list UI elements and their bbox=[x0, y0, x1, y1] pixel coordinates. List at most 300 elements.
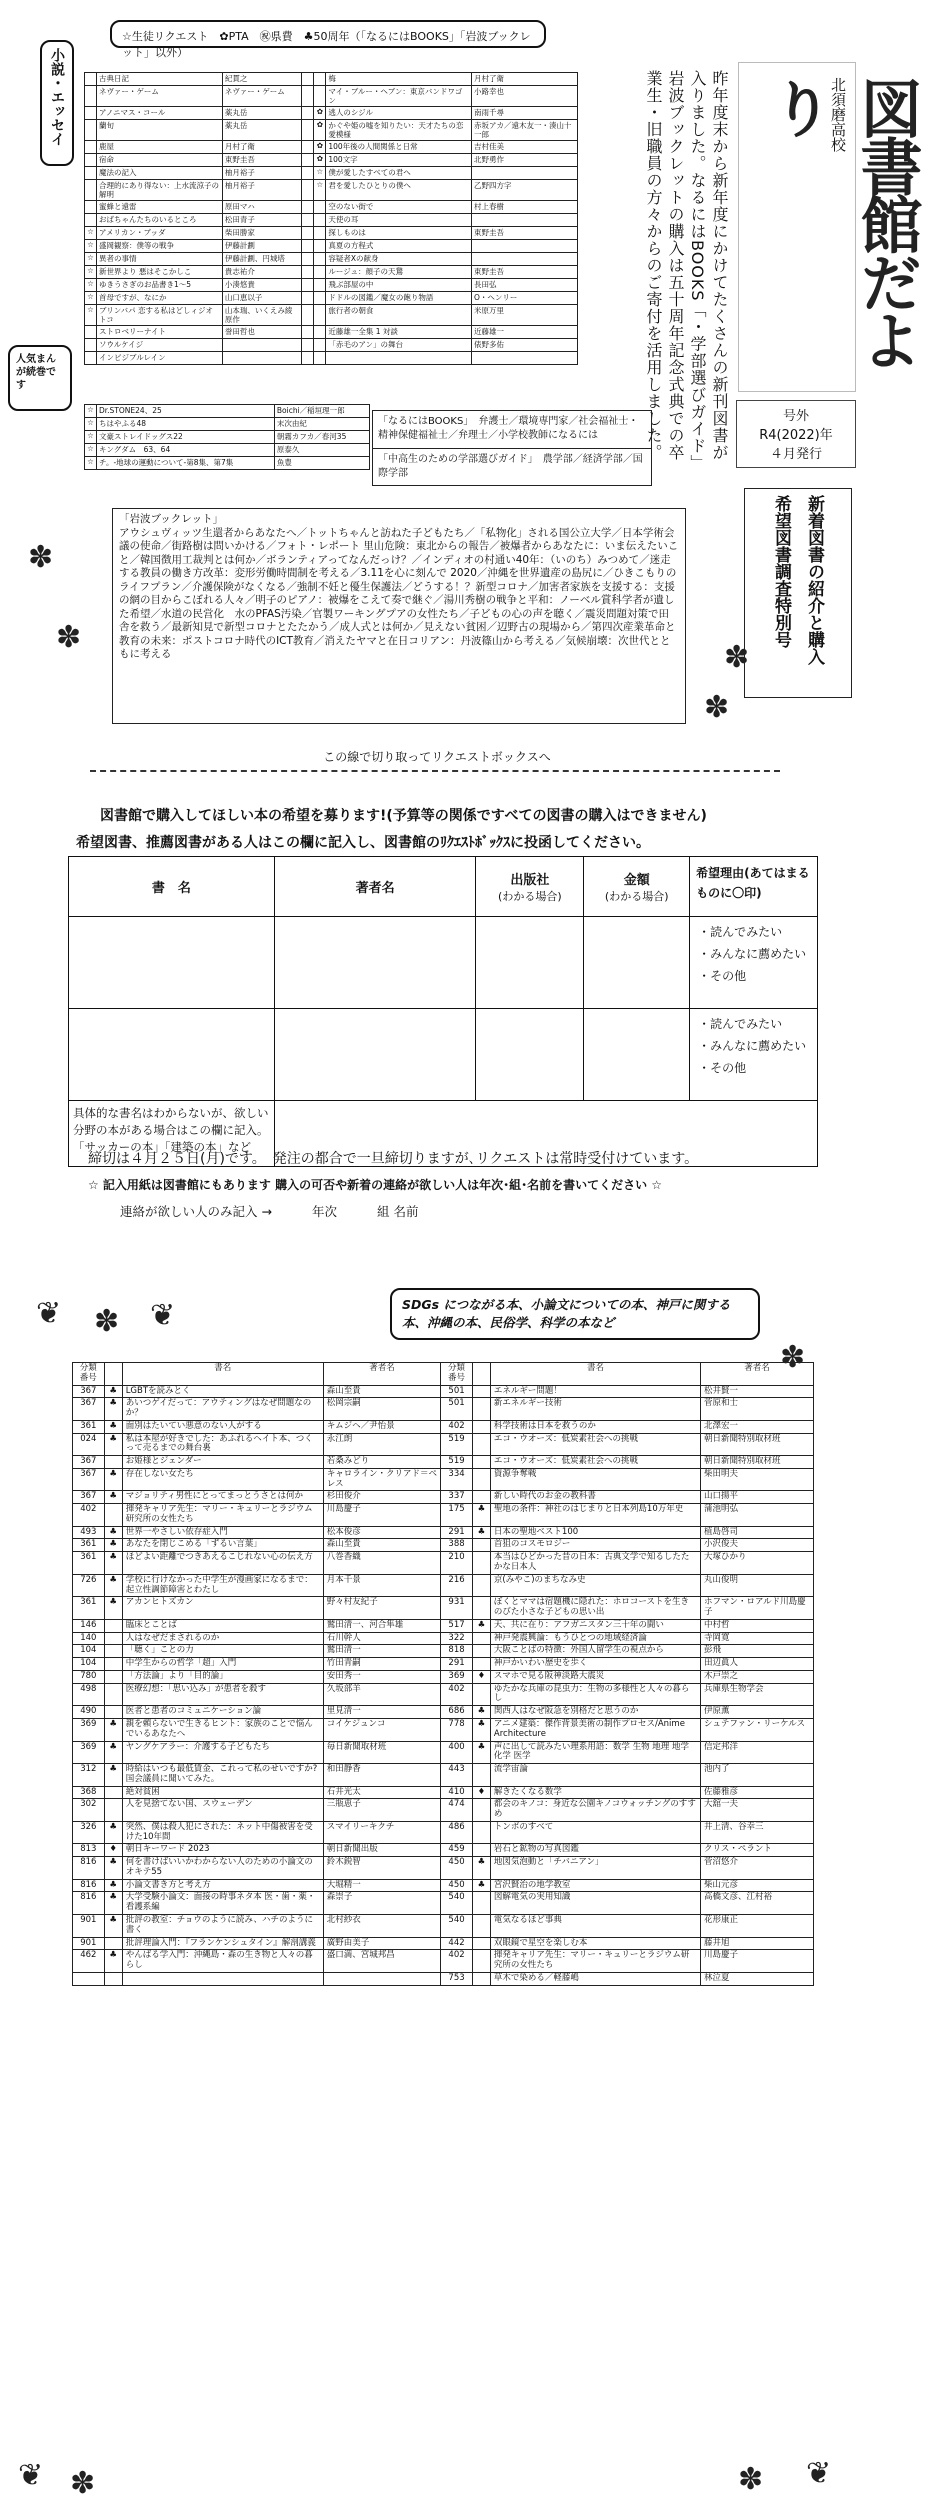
book-author-cell: 松岡宗嗣 bbox=[323, 1398, 440, 1421]
book-title-cell: ゆきうさぎのお品書き1〜5 bbox=[97, 279, 223, 292]
mark-cell: ☆ bbox=[85, 457, 97, 470]
book-title-cell: 大阪ことばの特徴：外国人留学生の視点から bbox=[490, 1645, 700, 1658]
book-author-cell: 廣野由美子 bbox=[323, 1937, 440, 1950]
book-title-cell: 盛岡観察：僕等の戦争 bbox=[97, 240, 223, 253]
manga-author-cell: 末次由紀 bbox=[274, 418, 369, 431]
mark-cell bbox=[302, 214, 314, 227]
book-author-cell: 長田弘 bbox=[472, 279, 578, 292]
new-book-row bbox=[73, 1574, 814, 1597]
book-author-cell: 柴山元彦 bbox=[701, 1879, 814, 1892]
class-number-cell: 216 bbox=[441, 1574, 473, 1597]
class-number-cell: 410 bbox=[441, 1786, 473, 1799]
manga-title-cell: キングダム 63、64 bbox=[97, 444, 275, 457]
book-author-cell: 俵野多佑 bbox=[472, 339, 578, 352]
reason-other[interactable]: ・その他 bbox=[698, 969, 747, 983]
book-author-cell bbox=[472, 240, 578, 253]
book-author-cell: 小湊悠貴 bbox=[222, 279, 302, 292]
side-title-line-2: 希望図書調査特別号 bbox=[771, 495, 791, 648]
class-number-cell: 450 bbox=[441, 1857, 473, 1880]
book-author-cell: 北澤宏一 bbox=[701, 1420, 814, 1433]
reason-read[interactable]: ・読んでみたい bbox=[698, 1017, 783, 1031]
class-number-cell: 474 bbox=[441, 1799, 473, 1822]
book-title-cell: マイ・ブルー・ヘブン：東京バンドワゴン bbox=[326, 86, 472, 107]
book-author-cell: 柴田明夫 bbox=[701, 1468, 814, 1491]
class-number-cell: 369 bbox=[441, 1670, 473, 1683]
book-author-cell: 誉田哲也 bbox=[222, 326, 302, 339]
mark-cell: ☆ bbox=[85, 405, 97, 418]
mark-cell bbox=[302, 305, 314, 326]
mark-cell: ☆ bbox=[85, 292, 97, 305]
class-number-cell: 312 bbox=[73, 1764, 105, 1787]
book-title-cell: 古典日記 bbox=[97, 73, 223, 86]
contact-class-name[interactable]: 組 名前 bbox=[376, 1204, 419, 1219]
book-title-cell: 鹿屋 bbox=[97, 141, 223, 154]
manga-author-cell: 魚豊 bbox=[274, 457, 369, 470]
class-number-cell: 540 bbox=[441, 1892, 473, 1915]
new-book-row bbox=[73, 1937, 814, 1950]
book-author-cell: シュテファン・リーケルス bbox=[701, 1718, 814, 1741]
class-number-cell: 367 bbox=[73, 1398, 105, 1421]
side-title-box bbox=[744, 488, 852, 698]
mark-cell: ♣ bbox=[104, 1950, 122, 1973]
class-number-cell: 816 bbox=[73, 1892, 105, 1915]
book-title-cell: エコ・ウオーズ：低炭素社会への挑戦 bbox=[490, 1456, 700, 1469]
book-author-cell: ネヴァー・ゲーム bbox=[222, 86, 302, 107]
book-author-cell bbox=[472, 352, 578, 365]
book-title-cell: 中学生からの哲学「超」入門 bbox=[122, 1658, 323, 1671]
book-author-cell: 鷲田清一 bbox=[323, 1645, 440, 1658]
new-book-row bbox=[73, 1658, 814, 1671]
book-title-cell: 学校に行けなかった中学生が漫画家になるまで：起立性調節障害とわたし bbox=[122, 1574, 323, 1597]
class-number-cell: 302 bbox=[73, 1799, 105, 1822]
book-title-cell: 臨床とことば bbox=[122, 1619, 323, 1632]
new-book-row bbox=[73, 1552, 814, 1575]
mark-cell bbox=[85, 73, 97, 86]
mark-cell bbox=[302, 292, 314, 305]
request-row-1 bbox=[69, 917, 818, 1009]
class-number-cell: 024 bbox=[73, 1433, 105, 1456]
flower-icon: ✽ bbox=[780, 1340, 806, 1375]
book-author-cell: 東野圭吾 bbox=[472, 266, 578, 279]
book-author-cell: O・ヘンリー bbox=[472, 292, 578, 305]
new-book-row bbox=[73, 1821, 814, 1844]
book-title-cell: 新世界より 悪はそこかしこ bbox=[97, 266, 223, 279]
class-number-cell: 402 bbox=[441, 1950, 473, 1973]
legend-bubble: ☆生徒リクエスト ✿PTA ㊗県費 ♣50周年（「なるにはBOOKS」「岩波ブックレット」以外） bbox=[110, 20, 546, 48]
mark-cell bbox=[472, 1937, 490, 1950]
flower-icon: ✽ bbox=[94, 1304, 120, 1339]
class-number-cell: 816 bbox=[73, 1857, 105, 1880]
header-class-number: 分類番号 bbox=[73, 1363, 105, 1386]
top-book-row bbox=[85, 154, 578, 167]
mark-cell bbox=[472, 1574, 490, 1597]
book-title-cell: 小論文書き方と考え方 bbox=[122, 1879, 323, 1892]
new-book-row bbox=[73, 1892, 814, 1915]
manga-title-cell: Dr.STONE24、25 bbox=[97, 405, 275, 418]
title-input-1[interactable] bbox=[69, 917, 275, 1009]
reason-read[interactable]: ・読んでみたい bbox=[698, 925, 783, 939]
book-author-cell: 藤井旭 bbox=[701, 1937, 814, 1950]
flower-icon: ❦ bbox=[36, 1296, 62, 1331]
col-price-header: 金額 (わかる場合) bbox=[584, 857, 690, 917]
book-title-cell: 日本の聖地ベスト100 bbox=[490, 1526, 700, 1539]
mark-cell: ♣ bbox=[472, 1619, 490, 1632]
mark-cell bbox=[472, 1385, 490, 1398]
class-number-cell: 367 bbox=[73, 1385, 105, 1398]
issue-label: 号外 bbox=[782, 409, 809, 424]
mark-cell: ♣ bbox=[104, 1741, 122, 1764]
class-number-cell: 462 bbox=[73, 1950, 105, 1973]
book-title-cell: LGBTを読みとく bbox=[122, 1385, 323, 1398]
class-number-cell: 813 bbox=[73, 1844, 105, 1857]
book-title-cell: 「赤毛のアン」の舞台 bbox=[326, 339, 472, 352]
book-title-cell: ドドルの図鑑／魔女の飽り物語 bbox=[326, 292, 472, 305]
class-number-cell: 368 bbox=[73, 1786, 105, 1799]
book-author-cell: 信定邦洋 bbox=[701, 1741, 814, 1764]
book-author-cell: 柚月裕子 bbox=[222, 167, 302, 180]
book-title-cell: ヤングケアラー：介護する子どもたち bbox=[122, 1741, 323, 1764]
book-author-cell: 乙野四方字 bbox=[472, 180, 578, 201]
new-book-row bbox=[73, 1706, 814, 1719]
new-book-row bbox=[73, 1972, 814, 1985]
new-book-row bbox=[73, 1786, 814, 1799]
mark-cell: ♣ bbox=[104, 1420, 122, 1433]
book-author-cell: 小沢俊夫 bbox=[701, 1539, 814, 1552]
book-author-cell bbox=[472, 167, 578, 180]
class-number-cell: 517 bbox=[441, 1619, 473, 1632]
mark-cell bbox=[85, 154, 97, 167]
mark-cell: ♦ bbox=[472, 1786, 490, 1799]
price-input-2[interactable] bbox=[584, 1009, 690, 1101]
class-number-cell: 361 bbox=[73, 1597, 105, 1620]
book-title-cell: マジョリティ男性にとってまっとうさとは何か bbox=[122, 1491, 323, 1504]
class-number-cell: 450 bbox=[441, 1879, 473, 1892]
mark-cell bbox=[302, 279, 314, 292]
publisher-input-1[interactable] bbox=[476, 917, 584, 1009]
mark-cell bbox=[302, 107, 314, 120]
new-book-row bbox=[73, 1764, 814, 1787]
book-title-cell: 首狙のコスモロジー bbox=[490, 1539, 700, 1552]
book-title-cell: 医療幻想：「思い込み」が患者を殺す bbox=[122, 1683, 323, 1706]
intro-text: 昨年度末から新年度にかけてたくさんの新刊図書が入りました。なるにはBOOKS「・学部選びガイド」岩波ブックレットの購入は五十周年記念式典での卒業生・旧職員の方々からのご寄付を活用しました。 bbox=[644, 70, 729, 464]
mark-cell bbox=[314, 279, 326, 292]
book-author-cell: 伊藤計劃、円城塔 bbox=[222, 253, 302, 266]
mark-cell bbox=[314, 326, 326, 339]
header-mark bbox=[104, 1363, 122, 1386]
mark-cell bbox=[472, 1683, 490, 1706]
book-author-cell: 朝日新聞出版 bbox=[323, 1844, 440, 1857]
book-title-cell: 親を頼らないで生きるヒント：家族のことで悩んでいるあなたへ bbox=[122, 1718, 323, 1741]
mark-cell bbox=[104, 1619, 122, 1632]
class-number-cell: 337 bbox=[441, 1491, 473, 1504]
book-author-cell: 菅沼悠介 bbox=[701, 1857, 814, 1880]
mark-cell bbox=[104, 1937, 122, 1950]
book-title-cell: ソウルケイジ bbox=[97, 339, 223, 352]
issue-month: ４月発行 bbox=[769, 447, 822, 462]
book-author-cell: 田辺眞人 bbox=[701, 1658, 814, 1671]
book-author-cell: 北野勇作 bbox=[472, 154, 578, 167]
mark-cell: ☆ bbox=[85, 253, 97, 266]
issue-box bbox=[736, 400, 856, 468]
mark-cell: ♣ bbox=[104, 1879, 122, 1892]
flower-icon: ❦ bbox=[150, 1298, 176, 1333]
mark-cell bbox=[472, 1597, 490, 1620]
book-author-cell: 北村紗衣 bbox=[323, 1914, 440, 1937]
mark-cell bbox=[85, 326, 97, 339]
reason-recommend[interactable]: ・みんなに薦めたい bbox=[698, 1039, 807, 1053]
mark-cell bbox=[472, 1658, 490, 1671]
book-title-cell: 世界一やさしい依存症入門 bbox=[122, 1526, 323, 1539]
mark-cell bbox=[302, 120, 314, 141]
top-book-row bbox=[85, 292, 578, 305]
book-title-cell: 旅行者の朝食 bbox=[326, 305, 472, 326]
book-title-cell: ゆたかな兵庫の昆虫力：生物の多様性と人々の暮らし bbox=[490, 1683, 700, 1706]
manga-row bbox=[85, 418, 370, 431]
book-author-cell: コイケジュンコ bbox=[323, 1718, 440, 1741]
mark-cell: ☆ bbox=[85, 279, 97, 292]
book-author-cell: 池内了 bbox=[701, 1764, 814, 1787]
mark-cell bbox=[472, 1799, 490, 1822]
top-book-row bbox=[85, 305, 578, 326]
class-number-cell bbox=[73, 1972, 105, 1985]
book-title-cell: アカンヒトズカン bbox=[122, 1597, 323, 1620]
mark-cell bbox=[85, 167, 97, 180]
class-number-cell: 519 bbox=[441, 1433, 473, 1456]
mark-cell: ♣ bbox=[472, 1741, 490, 1764]
book-title-cell: 蘭旬 bbox=[97, 120, 223, 141]
book-title-cell: 存在しない女たち bbox=[122, 1468, 323, 1491]
book-title-cell: 合理的にあり得ない：上水流涼子の解明 bbox=[97, 180, 223, 201]
header-mark-2 bbox=[472, 1363, 490, 1386]
book-title-cell: 容疑者Xの献身 bbox=[326, 253, 472, 266]
top-book-row bbox=[85, 141, 578, 154]
book-author-cell: 南雨千尋 bbox=[472, 107, 578, 120]
book-author-cell: 中村哲 bbox=[701, 1619, 814, 1632]
mark-cell bbox=[302, 180, 314, 201]
book-author-cell: 貴志祐介 bbox=[222, 266, 302, 279]
book-title-cell: ストロベリーナイト bbox=[97, 326, 223, 339]
manga-author-cell: 原泰久 bbox=[274, 444, 369, 457]
book-author-cell: 川島慶子 bbox=[323, 1504, 440, 1527]
new-book-row bbox=[73, 1683, 814, 1706]
reason-options-1[interactable] bbox=[690, 917, 818, 1009]
book-author-cell: 原田マハ bbox=[222, 201, 302, 214]
book-author-cell: 川島慶子 bbox=[701, 1950, 814, 1973]
book-author-cell: 東野圭吾 bbox=[472, 227, 578, 240]
new-book-row bbox=[73, 1491, 814, 1504]
book-author-cell: 薬丸岳 bbox=[222, 107, 302, 120]
mark-cell: ✿ bbox=[314, 141, 326, 154]
book-title-cell: 朝日キーワード 2023 bbox=[122, 1844, 323, 1857]
mark-cell bbox=[85, 107, 97, 120]
top-book-row bbox=[85, 352, 578, 365]
mark-cell bbox=[302, 141, 314, 154]
class-number-cell: 291 bbox=[441, 1658, 473, 1671]
mark-cell bbox=[85, 201, 97, 214]
top-book-row bbox=[85, 240, 578, 253]
class-number-cell: 104 bbox=[73, 1658, 105, 1671]
book-title-cell: 天、共に在り：アフガニスタン三十年の闘い bbox=[490, 1619, 700, 1632]
book-author-cell: 森山至貴 bbox=[323, 1539, 440, 1552]
book-author-cell: 伊原薫 bbox=[701, 1706, 814, 1719]
mark-cell bbox=[302, 339, 314, 352]
class-number-cell: 780 bbox=[73, 1670, 105, 1683]
mark-cell bbox=[472, 1844, 490, 1857]
book-title-cell: 「方法論」より「目的論」 bbox=[122, 1670, 323, 1683]
mark-cell: ☆ bbox=[314, 180, 326, 201]
book-title-cell: 聖地の条件：神社のはじまりと日本列島10万年史 bbox=[490, 1504, 700, 1527]
book-title-cell: 天使の耳 bbox=[326, 214, 472, 227]
new-book-row bbox=[73, 1539, 814, 1552]
reason-other[interactable]: ・その他 bbox=[698, 1061, 747, 1075]
author-input-2[interactable] bbox=[274, 1009, 476, 1101]
book-title-cell: 真夏の方程式 bbox=[326, 240, 472, 253]
manga-row bbox=[85, 444, 370, 457]
class-number-cell: 402 bbox=[73, 1504, 105, 1527]
mark-cell bbox=[472, 1491, 490, 1504]
mark-cell bbox=[472, 1892, 490, 1915]
flower-icon: ✽ bbox=[738, 2462, 764, 2497]
class-number-cell: 146 bbox=[73, 1619, 105, 1632]
book-author-cell: 柚月裕子 bbox=[222, 180, 302, 201]
mark-cell bbox=[302, 73, 314, 86]
book-title-cell: 地図気泡動と「チバニアン」 bbox=[490, 1857, 700, 1880]
top-book-row bbox=[85, 279, 578, 292]
mark-cell bbox=[302, 352, 314, 365]
flower-icon: ✽ bbox=[28, 540, 54, 575]
class-number-cell: 519 bbox=[441, 1456, 473, 1469]
book-author-cell: 東野圭吾 bbox=[222, 154, 302, 167]
author-input-1[interactable] bbox=[274, 917, 476, 1009]
book-title-cell: 解きたくなる数学 bbox=[490, 1786, 700, 1799]
book-author-cell: 丸山俊明 bbox=[701, 1574, 814, 1597]
book-title-cell: 君を愛したひとりの僕へ bbox=[326, 180, 472, 201]
new-book-row bbox=[73, 1670, 814, 1683]
mark-cell bbox=[85, 86, 97, 107]
mark-cell: ✿ bbox=[314, 107, 326, 120]
mark-cell bbox=[104, 1645, 122, 1658]
mark-cell bbox=[314, 339, 326, 352]
request-form-table bbox=[68, 856, 818, 1167]
mark-cell bbox=[472, 1914, 490, 1937]
book-title-cell: 科学技術は日本を救うのか bbox=[490, 1420, 700, 1433]
mark-cell bbox=[472, 1645, 490, 1658]
new-books-header-row bbox=[73, 1363, 814, 1386]
class-number-cell: 501 bbox=[441, 1398, 473, 1421]
class-number-cell: 104 bbox=[73, 1645, 105, 1658]
class-number-cell: 400 bbox=[441, 1741, 473, 1764]
book-title-cell: ネヴァー・ゲーム bbox=[97, 86, 223, 107]
genre-note[interactable]: 具体的な書名はわからないが、欲しい分野の本がある場合はこの欄に記入。 「サッカーの本」「建築の本」など bbox=[69, 1101, 275, 1167]
mark-cell bbox=[302, 154, 314, 167]
book-title-cell: アノニマス・コール bbox=[97, 107, 223, 120]
book-author-cell: 月村了衛 bbox=[472, 73, 578, 86]
new-book-row bbox=[73, 1398, 814, 1421]
reason-recommend[interactable]: ・みんなに薦めたい bbox=[698, 947, 807, 961]
naruniwa-box bbox=[372, 410, 652, 486]
mark-cell bbox=[472, 1468, 490, 1491]
mark-cell bbox=[85, 120, 97, 141]
mark-cell bbox=[302, 240, 314, 253]
contact-year[interactable]: 年次 bbox=[311, 1204, 337, 1219]
col-reason-header: 希望理由(あてはまるものに〇印) bbox=[690, 857, 818, 917]
book-title-cell: 流学宙論 bbox=[490, 1764, 700, 1787]
book-author-cell: 鈴木鋭智 bbox=[323, 1857, 440, 1880]
book-author-cell: 竹田青嗣 bbox=[323, 1658, 440, 1671]
mark-cell bbox=[104, 1632, 122, 1645]
class-number-cell: 501 bbox=[441, 1385, 473, 1398]
price-input-1[interactable] bbox=[584, 917, 690, 1009]
title-input-2[interactable] bbox=[69, 1009, 275, 1101]
header-author: 著者名 bbox=[323, 1363, 440, 1386]
notice-text: ☆ 記入用紙は図書館にもあります 購入の可否や新着の連絡が欲しい人は年次･組･名前を書いてください ☆ bbox=[88, 1178, 663, 1192]
mark-cell: ♣ bbox=[472, 1879, 490, 1892]
side-title-line-1: 新着図書の紹介と購入 bbox=[804, 495, 824, 665]
publisher-input-2[interactable] bbox=[476, 1009, 584, 1101]
book-title-cell: 時給はいつも最低賃金、これって私のせいですか?国会議員に聞いてみた。 bbox=[122, 1764, 323, 1787]
mark-cell bbox=[472, 1821, 490, 1844]
mark-cell bbox=[472, 1972, 490, 1985]
top-book-row bbox=[85, 120, 578, 141]
book-title-cell: 批評理論入門：『フランケンシュタイン』解剖講義 bbox=[122, 1937, 323, 1950]
sdgs-bubble: SDGs につながる本、小論文についての本、神戸に関する本、沖縄の本、民俗学、科学の本など bbox=[390, 1288, 760, 1340]
flower-icon: ✽ bbox=[704, 690, 730, 725]
book-title-cell: 絶対貧困 bbox=[122, 1786, 323, 1799]
book-author-cell: 松田青子 bbox=[222, 214, 302, 227]
book-author-cell: 久坂部羊 bbox=[323, 1683, 440, 1706]
book-author-cell: 米原万里 bbox=[472, 305, 578, 326]
flower-icon: ✽ bbox=[56, 620, 82, 655]
mark-cell bbox=[314, 266, 326, 279]
manga-author-cell: Boichi／稲垣理一郎 bbox=[274, 405, 369, 418]
book-author-cell: 蒲池明弘 bbox=[701, 1504, 814, 1527]
contact-row bbox=[120, 1202, 720, 1220]
book-author-cell: 松井賢一 bbox=[701, 1385, 814, 1398]
mark-cell bbox=[472, 1420, 490, 1433]
book-author-cell: 石井光太 bbox=[323, 1786, 440, 1799]
new-book-row bbox=[73, 1433, 814, 1456]
book-author-cell: 高橋文彦、江村裕 bbox=[701, 1892, 814, 1915]
contact-label: 連絡が欲しい人のみ記入 → bbox=[120, 1204, 272, 1219]
mark-cell bbox=[104, 1799, 122, 1822]
book-title-cell: 声に出して読みたい理系用語：数学 生物 地理 地学 化学 医学 bbox=[490, 1741, 700, 1764]
book-author-cell: 林泣夏 bbox=[701, 1972, 814, 1985]
class-number-cell: 486 bbox=[441, 1821, 473, 1844]
book-title-cell: 面別はたいてい悪意のない人がする bbox=[122, 1420, 323, 1433]
book-title-cell: 何を書けばいいかわからない人のための小論文のオキテ55 bbox=[122, 1857, 323, 1880]
header-title-2: 書名 bbox=[490, 1363, 700, 1386]
book-author-cell: スマイリーキクチ bbox=[323, 1821, 440, 1844]
book-title-cell: 逃人のシジル bbox=[326, 107, 472, 120]
col-publisher-header: 出版社 (わかる場合) bbox=[476, 857, 584, 917]
book-title-cell: 梅 bbox=[326, 73, 472, 86]
mark-cell bbox=[472, 1398, 490, 1421]
mark-cell bbox=[314, 240, 326, 253]
col-title-header: 書 名 bbox=[69, 857, 275, 917]
manga-title-cell: 文豪ストレイドッグス22 bbox=[97, 431, 275, 444]
new-book-row bbox=[73, 1914, 814, 1937]
class-number-cell: 322 bbox=[441, 1632, 473, 1645]
new-book-row bbox=[73, 1420, 814, 1433]
manga-title-cell: ちはやふる48 bbox=[97, 418, 275, 431]
mark-cell: ♣ bbox=[104, 1892, 122, 1915]
reason-options-2[interactable] bbox=[690, 1009, 818, 1101]
top-book-row bbox=[85, 339, 578, 352]
book-author-cell bbox=[472, 253, 578, 266]
book-title-cell: ぼくとママは宿題機に隠れた：ホロコーストを生きのびた小さな子どもの思い出 bbox=[490, 1597, 700, 1620]
mark-cell bbox=[104, 1786, 122, 1799]
class-number-cell: 490 bbox=[73, 1706, 105, 1719]
